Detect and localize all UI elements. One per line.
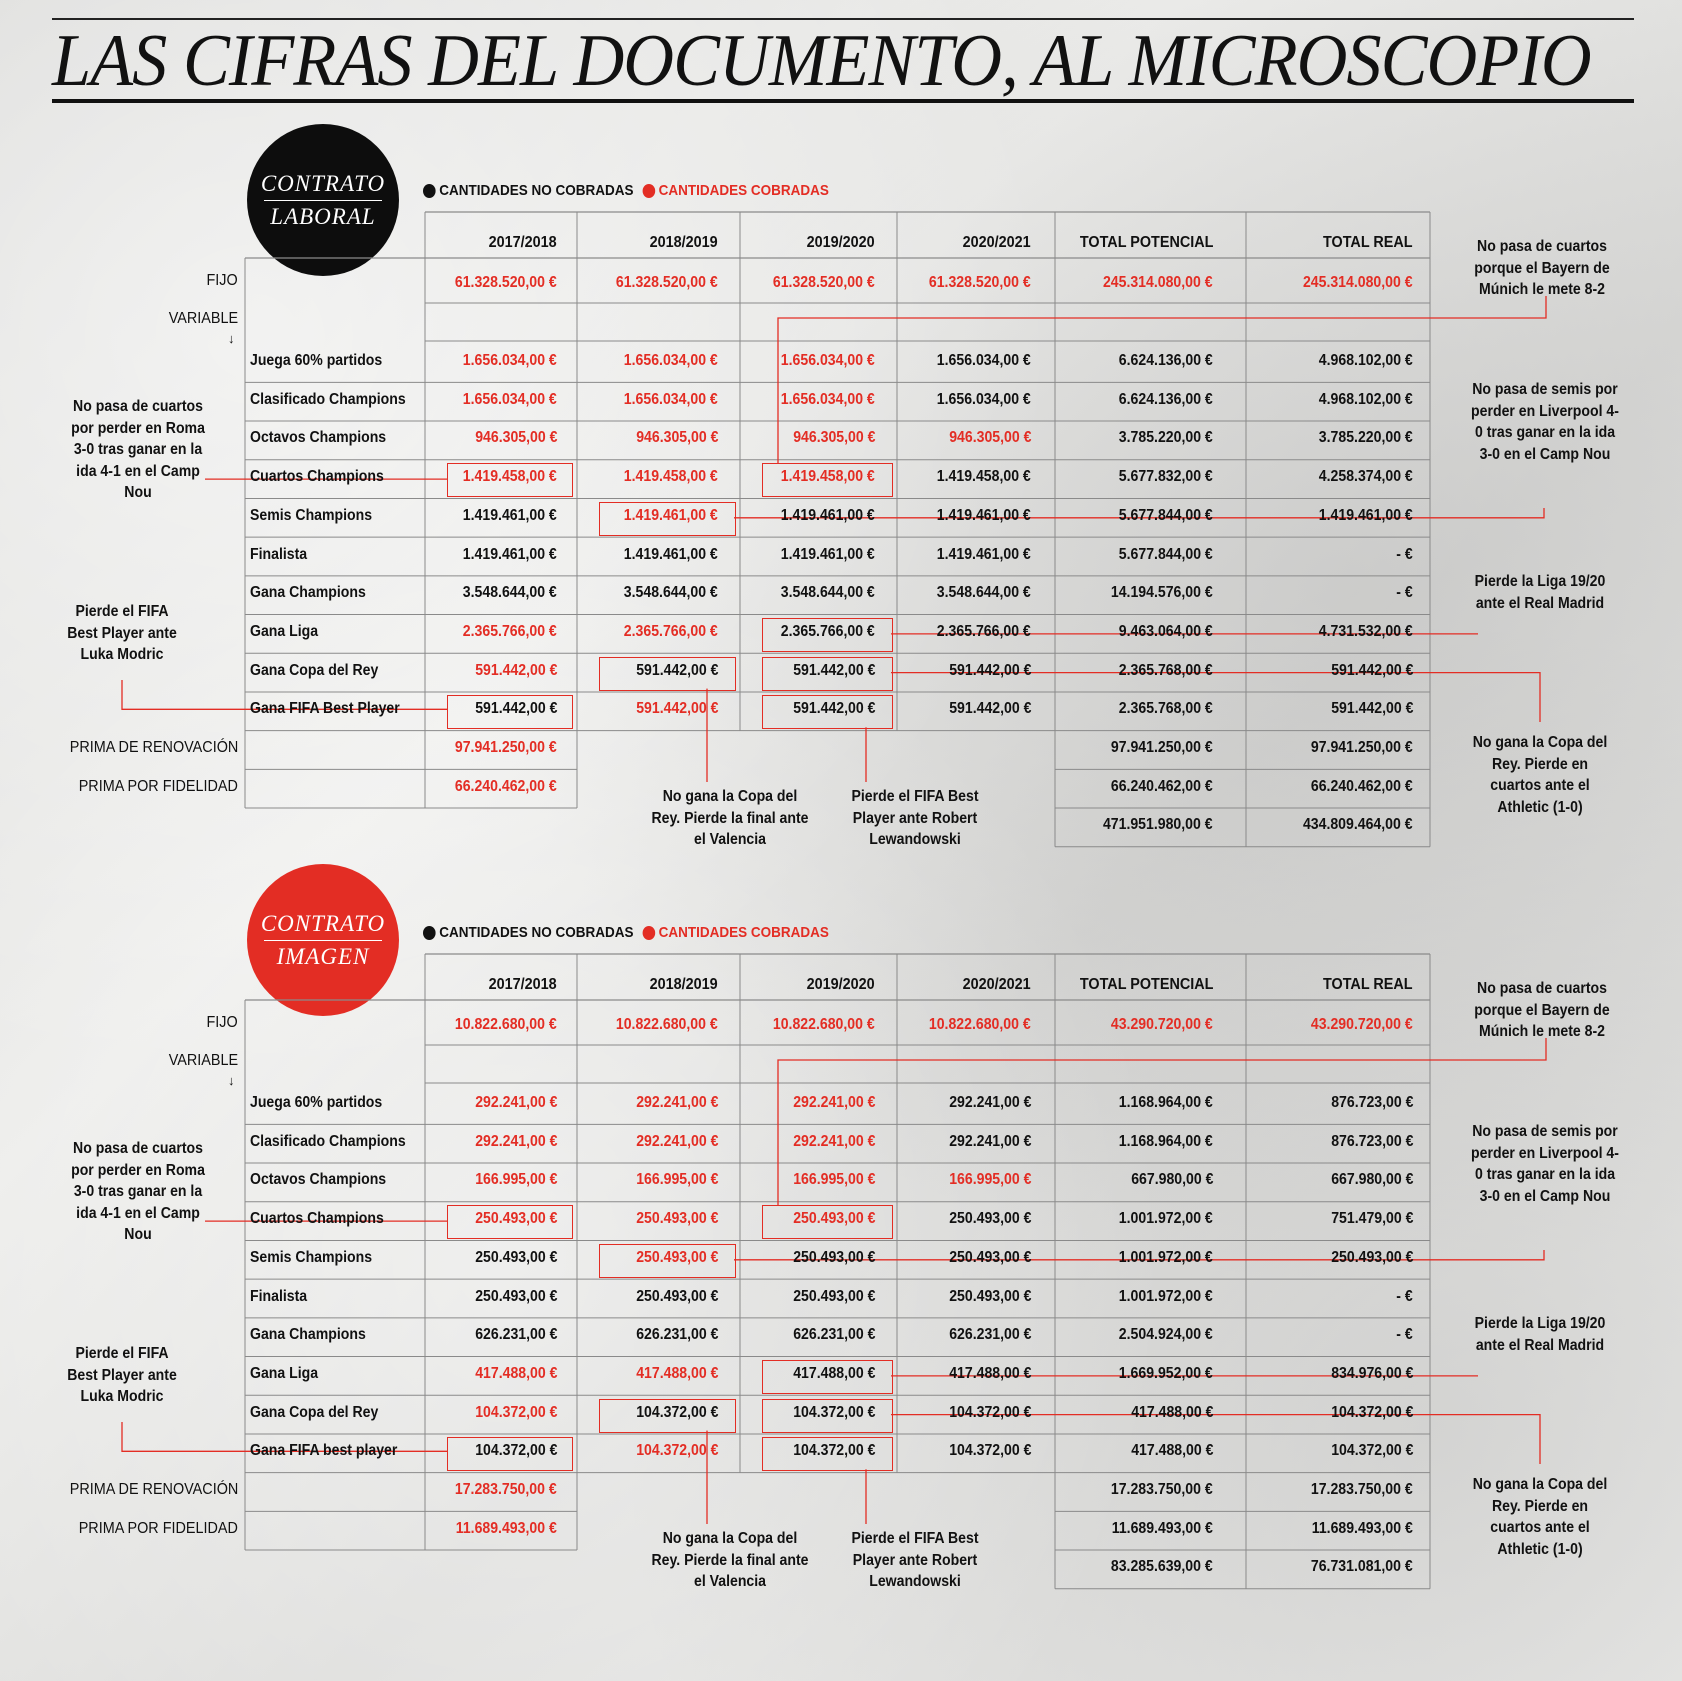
table-cell: 417.488,00 € (1130, 1403, 1213, 1421)
table-cell: 292.241,00 € (635, 1094, 718, 1111)
table-cell: 14.194.576,00 € (1111, 584, 1213, 602)
variable-label: VARIABLE (168, 1052, 238, 1069)
row-label: Juega 60% partidos (250, 352, 383, 369)
table-cell: 5.677.844,00 € (1119, 506, 1213, 524)
table-cell: 1.419.461,00 € (463, 545, 557, 563)
badge-line-2: IMAGEN (276, 943, 370, 969)
table-cell: 166.995,00 € (474, 1171, 557, 1189)
note-liverpool: No pasa de semis por perder en Liverpool 4-0 tras ganar en la ida 3-0 en el Camp Nou (1471, 1123, 1619, 1205)
table-cell: 2.365.766,00 € (937, 622, 1031, 640)
red-dot-icon (642, 184, 655, 198)
table-cell: 166.995,00 € (792, 1171, 875, 1189)
black-dot-icon (423, 926, 436, 940)
table-cell: 2.365.766,00 € (463, 622, 557, 640)
fijo-label: FIJO (206, 272, 238, 289)
arrow-down-icon: ↓ (228, 1073, 235, 1088)
red-dot-icon (642, 926, 655, 940)
note-athletic: No gana la Copa del Rey. Pierde en cuartos ante el Athletic (1-0) (1472, 1476, 1608, 1558)
note-athletic: No gana la Copa del Rey. Pierde en cuartos ante el Athletic (1-0) (1472, 734, 1608, 816)
table-cell: 3.785.220,00 € (1119, 429, 1213, 447)
table-cell: 1.669.952,00 € (1119, 1364, 1213, 1382)
table-cell: 104.372,00 € (792, 1403, 875, 1421)
badge-divider (264, 940, 382, 941)
badge-line-1: CONTRATO (260, 170, 386, 196)
table-cell: 66.240.462,00 € (1311, 777, 1413, 795)
column-header: 2020/2021 (962, 234, 1031, 251)
table-cell: 591.442,00 € (792, 700, 875, 718)
table-cell: 1.656.034,00 € (781, 352, 875, 369)
table-cell: 946.305,00 € (635, 429, 718, 447)
table-cell: 1.419.461,00 € (624, 506, 718, 524)
table-cell: 2.365.766,00 € (624, 622, 718, 640)
table-cell: 1.419.461,00 € (624, 545, 718, 563)
table-cell: 43.290.720,00 € (1311, 1016, 1413, 1033)
table-cell: 10.822.680,00 € (773, 1016, 875, 1033)
table-cell: 17.283.750,00 € (1111, 1481, 1213, 1498)
table-cell: 6.624.136,00 € (1119, 352, 1213, 369)
table-cell: 946.305,00 € (792, 429, 875, 447)
table-cell: 1.419.461,00 € (463, 506, 557, 524)
row-label: Semis Champions (250, 1248, 373, 1266)
table-cell: 104.372,00 € (635, 1442, 718, 1460)
note-lewandowski: Pierde el FIFA Best Player ante Robert Lewandowski (851, 788, 979, 849)
column-header: 2018/2019 (649, 234, 718, 251)
table-cell: 2.365.768,00 € (1119, 700, 1213, 718)
table-cell: 1.656.034,00 € (937, 390, 1031, 408)
row-label: Gana Liga (250, 1364, 319, 1382)
table-cell: 4.258.374,00 € (1319, 468, 1413, 486)
table-cell: 292.241,00 € (474, 1094, 557, 1111)
fijo-label: FIJO (206, 1014, 238, 1031)
table-cell: 250.493,00 € (792, 1210, 875, 1228)
table-cell: 1.419.461,00 € (937, 545, 1031, 563)
table-cell: 591.442,00 € (948, 661, 1031, 679)
table-cell: - € (1396, 545, 1413, 563)
table-cell: 1.001.972,00 € (1119, 1287, 1213, 1305)
note-valencia: No gana la Copa del Rey. Pierde la final ante el Valencia (651, 788, 809, 849)
legend-no-cobradas-label: CANTIDADES NO COBRADAS (439, 182, 634, 199)
table-cell: 97.941.250,00 € (455, 739, 557, 756)
table-cell: 250.493,00 € (792, 1287, 875, 1305)
table-cell: 11.689.493,00 € (455, 1519, 557, 1537)
note-valencia: No gana la Copa del Rey. Pierde la final ante el Valencia (651, 1530, 809, 1591)
badge-line-1: CONTRATO (260, 910, 386, 936)
table-cell: 10.822.680,00 € (929, 1016, 1031, 1033)
row-label: Finalista (250, 545, 308, 563)
table-cell: 6.624.136,00 € (1119, 390, 1213, 408)
table-cell: 591.442,00 € (474, 700, 557, 718)
variable-label: VARIABLE (168, 310, 238, 327)
table-cell: 3.785.220,00 € (1319, 429, 1413, 447)
row-label: Gana Liga (250, 622, 319, 640)
table-cell: 66.240.462,00 € (455, 777, 557, 795)
column-header: TOTAL REAL (1323, 976, 1413, 993)
legend-cobradas-label: CANTIDADES COBRADAS (658, 924, 829, 941)
table-cell: 1.419.458,00 € (937, 468, 1031, 486)
black-dot-icon (423, 184, 436, 198)
table-cell: 4.968.102,00 € (1319, 390, 1413, 408)
table-cell: 10.822.680,00 € (455, 1016, 557, 1033)
legend (423, 182, 829, 199)
table-cell: 250.493,00 € (474, 1210, 557, 1228)
column-header: 2017/2018 (488, 976, 557, 993)
table-cell: 4.731.532,00 € (1319, 622, 1413, 640)
table-cell: 591.442,00 € (1330, 661, 1413, 679)
note-roma: No pasa de cuartos por perder en Roma 3-0 tras ganar en la ida 4-1 en el Camp Nou (71, 1140, 205, 1244)
table-cell: 43.290.720,00 € (1111, 1016, 1213, 1033)
note-roma: No pasa de cuartos por perder en Roma 3-0 tras ganar en la ida 4-1 en el Camp Nou (71, 398, 205, 502)
page-title: LAS CIFRAS DEL DOCUMENTO, AL MICROSCOPIO (52, 20, 1591, 102)
row-label: Clasificado Champions (250, 1132, 406, 1150)
legend-cobradas (642, 182, 828, 199)
table-cell: 2.365.766,00 € (781, 622, 875, 640)
table-cell: 83.285.639,00 € (1111, 1558, 1213, 1576)
table-cell: - € (1396, 1326, 1413, 1344)
table-cell: 104.372,00 € (474, 1403, 557, 1421)
table-cell: 946.305,00 € (948, 429, 1031, 447)
table-cell: 1.168.964,00 € (1119, 1094, 1213, 1111)
note-liga: Pierde la Liga 19/20 ante el Real Madrid (1474, 573, 1606, 612)
table-cell: 591.442,00 € (1330, 700, 1413, 718)
legend-no-cobradas (423, 924, 633, 941)
renovacion-label: PRIMA DE RENOVACIÓN (69, 1481, 238, 1498)
table-cell: 1.419.461,00 € (781, 506, 875, 524)
legend-cobradas-label: CANTIDADES COBRADAS (658, 182, 829, 199)
table-cell: 1.656.034,00 € (463, 390, 557, 408)
renovacion-label: PRIMA DE RENOVACIÓN (69, 739, 238, 756)
table-cell: 17.283.750,00 € (1311, 1481, 1413, 1498)
table-cell: 97.941.250,00 € (1111, 739, 1213, 756)
table-cell: 61.328.520,00 € (773, 274, 875, 291)
column-header: TOTAL POTENCIAL (1079, 976, 1213, 993)
table-cell: - € (1396, 1287, 1413, 1305)
table-cell: 2.365.768,00 € (1119, 661, 1213, 679)
table-cell: 250.493,00 € (1330, 1248, 1413, 1266)
table-cell: 61.328.520,00 € (616, 274, 718, 291)
table-cell: 104.372,00 € (474, 1442, 557, 1460)
table-cell: 667.980,00 € (1330, 1171, 1413, 1189)
badge-divider (264, 200, 382, 201)
table-cell: 591.442,00 € (474, 661, 557, 679)
row-label: Gana Champions (250, 1326, 366, 1344)
legend-no-cobradas (423, 182, 633, 199)
row-label: Octavos Champions (250, 1171, 387, 1189)
table-cell: 250.493,00 € (948, 1287, 1031, 1305)
table-cell: 1.001.972,00 € (1119, 1210, 1213, 1228)
table-cell: 876.723,00 € (1330, 1132, 1413, 1150)
table-cell: 1.656.034,00 € (463, 352, 557, 369)
table-cell: 1.656.034,00 € (624, 352, 718, 369)
column-header: TOTAL POTENCIAL (1079, 234, 1213, 251)
table-cell: 876.723,00 € (1330, 1094, 1413, 1111)
table-cell: 292.241,00 € (792, 1132, 875, 1150)
table-cell: 61.328.520,00 € (929, 274, 1031, 291)
table-cell: 1.001.972,00 € (1119, 1248, 1213, 1266)
table-cell: 104.372,00 € (948, 1442, 1031, 1460)
table-cell: 1.419.461,00 € (1319, 506, 1413, 524)
note-bayern: No pasa de cuartos porque el Bayern de Múnich le mete 8-2 (1474, 980, 1610, 1041)
table-cell: 1.419.458,00 € (624, 468, 718, 486)
contract-badge (247, 124, 399, 276)
table-cell: 434.809.464,00 € (1303, 816, 1413, 834)
table-cell: 1.419.461,00 € (781, 545, 875, 563)
table-cell: 5.677.844,00 € (1119, 545, 1213, 563)
table-cell: 104.372,00 € (948, 1403, 1031, 1421)
table-cell: 245.314.080,00 € (1303, 274, 1413, 291)
table-cell: 250.493,00 € (474, 1248, 557, 1266)
table-cell: 1.419.458,00 € (781, 468, 875, 486)
table-cell: 417.488,00 € (948, 1364, 1031, 1382)
table-cell: 292.241,00 € (948, 1132, 1031, 1150)
table-cell: 61.328.520,00 € (455, 274, 557, 291)
table-cell: 946.305,00 € (474, 429, 557, 447)
legend-cobradas (642, 924, 828, 941)
table-cell: 626.231,00 € (635, 1326, 718, 1344)
table-cell: 245.314.080,00 € (1103, 274, 1213, 291)
table-cell: 1.656.034,00 € (624, 390, 718, 408)
table-cell: 104.372,00 € (1330, 1442, 1413, 1460)
row-label: Clasificado Champions (250, 390, 406, 408)
table-cell: 1.656.034,00 € (781, 390, 875, 408)
table-cell: 11.689.493,00 € (1311, 1519, 1413, 1537)
row-label: Semis Champions (250, 506, 373, 524)
table-cell: 2.504.924,00 € (1119, 1326, 1213, 1344)
table-cell: 3.548.644,00 € (624, 584, 718, 602)
column-header: 2019/2020 (806, 976, 875, 993)
arrow-down-icon: ↓ (228, 331, 235, 346)
table-cell: 3.548.644,00 € (937, 584, 1031, 602)
note-liga: Pierde la Liga 19/20 ante el Real Madrid (1474, 1315, 1606, 1354)
table-cell: 166.995,00 € (948, 1171, 1031, 1189)
note-modric: Pierde el FIFA Best Player ante Luka Modric (67, 1345, 177, 1406)
table-cell: 591.442,00 € (948, 700, 1031, 718)
table-cell: 5.677.832,00 € (1119, 468, 1213, 486)
note-bayern: No pasa de cuartos porque el Bayern de Múnich le mete 8-2 (1474, 238, 1610, 299)
note-liverpool: No pasa de semis por perder en Liverpool 4-0 tras ganar en la ida 3-0 en el Camp Nou (1471, 381, 1619, 463)
table-cell: 292.241,00 € (948, 1094, 1031, 1111)
legend (423, 924, 829, 941)
table-cell: 834.976,00 € (1330, 1364, 1413, 1382)
column-header: TOTAL REAL (1323, 234, 1413, 251)
table-cell: 250.493,00 € (635, 1248, 718, 1266)
table-cell: 104.372,00 € (635, 1403, 718, 1421)
table-cell: 250.493,00 € (474, 1287, 557, 1305)
row-label: Cuartos Champions (250, 1210, 384, 1228)
table-cell: 1.419.458,00 € (463, 468, 557, 486)
table-cell: 250.493,00 € (948, 1210, 1031, 1228)
legend-no-cobradas-label: CANTIDADES NO COBRADAS (439, 924, 634, 941)
row-label: Juega 60% partidos (250, 1094, 383, 1111)
table-cell: 3.548.644,00 € (463, 584, 557, 602)
table-cell: 626.231,00 € (474, 1326, 557, 1344)
table-cell: 292.241,00 € (474, 1132, 557, 1150)
contrato-imagen-section (0, 742, 1682, 1591)
fidelidad-label: PRIMA POR FIDELIDAD (78, 1519, 238, 1537)
table-cell: 292.241,00 € (792, 1094, 875, 1111)
table-cell: 250.493,00 € (635, 1210, 718, 1228)
row-label: Gana Copa del Rey (250, 1403, 379, 1421)
column-header: 2017/2018 (488, 234, 557, 251)
table-cell: 250.493,00 € (635, 1287, 718, 1305)
table-cell: 591.442,00 € (635, 700, 718, 718)
table-cell: 17.283.750,00 € (455, 1481, 557, 1498)
column-header: 2020/2021 (962, 976, 1031, 993)
table-cell: 66.240.462,00 € (1111, 777, 1213, 795)
table-cell: 97.941.250,00 € (1311, 739, 1413, 756)
table-cell: 292.241,00 € (635, 1132, 718, 1150)
table-cell: 626.231,00 € (948, 1326, 1031, 1344)
contract-badge (247, 864, 399, 1016)
row-label: Gana FIFA best player (250, 1442, 398, 1460)
table-cell: 250.493,00 € (948, 1248, 1031, 1266)
table-cell: 104.372,00 € (792, 1442, 875, 1460)
row-label: Gana FIFA Best Player (250, 700, 400, 718)
table-cell: 751.479,00 € (1330, 1210, 1413, 1228)
fidelidad-label: PRIMA POR FIDELIDAD (78, 777, 238, 795)
table-cell: 1.419.461,00 € (937, 506, 1031, 524)
table-cell: 250.493,00 € (792, 1248, 875, 1266)
table-cell: 417.488,00 € (792, 1364, 875, 1382)
table-cell: 11.689.493,00 € (1111, 1519, 1213, 1537)
table-cell: 591.442,00 € (635, 661, 718, 679)
table-cell: 10.822.680,00 € (616, 1016, 718, 1033)
table-cell: 4.968.102,00 € (1319, 352, 1413, 369)
row-label: Finalista (250, 1287, 308, 1305)
row-label: Octavos Champions (250, 429, 387, 447)
column-header: 2018/2019 (649, 976, 718, 993)
table-cell: 9.463.064,00 € (1119, 622, 1213, 640)
table-cell: 667.980,00 € (1130, 1171, 1213, 1189)
table-cell: 1.656.034,00 € (937, 352, 1031, 369)
row-label: Gana Copa del Rey (250, 661, 379, 679)
table-cell: 471.951.980,00 € (1103, 816, 1213, 834)
badge-line-2: LABORAL (270, 203, 376, 229)
table-cell: 417.488,00 € (474, 1364, 557, 1382)
table-cell: 76.731.081,00 € (1311, 1558, 1413, 1576)
table-cell: - € (1396, 584, 1413, 602)
table-cell: 417.488,00 € (1130, 1442, 1213, 1460)
table-cell: 3.548.644,00 € (781, 584, 875, 602)
note-modric: Pierde el FIFA Best Player ante Luka Modric (67, 603, 177, 664)
table-cell: 166.995,00 € (635, 1171, 718, 1189)
column-header: 2019/2020 (806, 234, 875, 251)
table-cell: 626.231,00 € (792, 1326, 875, 1344)
row-label: Gana Champions (250, 584, 366, 602)
row-label: Cuartos Champions (250, 468, 384, 486)
table-cell: 1.168.964,00 € (1119, 1132, 1213, 1150)
note-lewandowski: Pierde el FIFA Best Player ante Robert Lewandowski (851, 1530, 979, 1591)
table-cell: 104.372,00 € (1330, 1403, 1413, 1421)
table-cell: 417.488,00 € (635, 1364, 718, 1382)
table-cell: 591.442,00 € (792, 661, 875, 679)
